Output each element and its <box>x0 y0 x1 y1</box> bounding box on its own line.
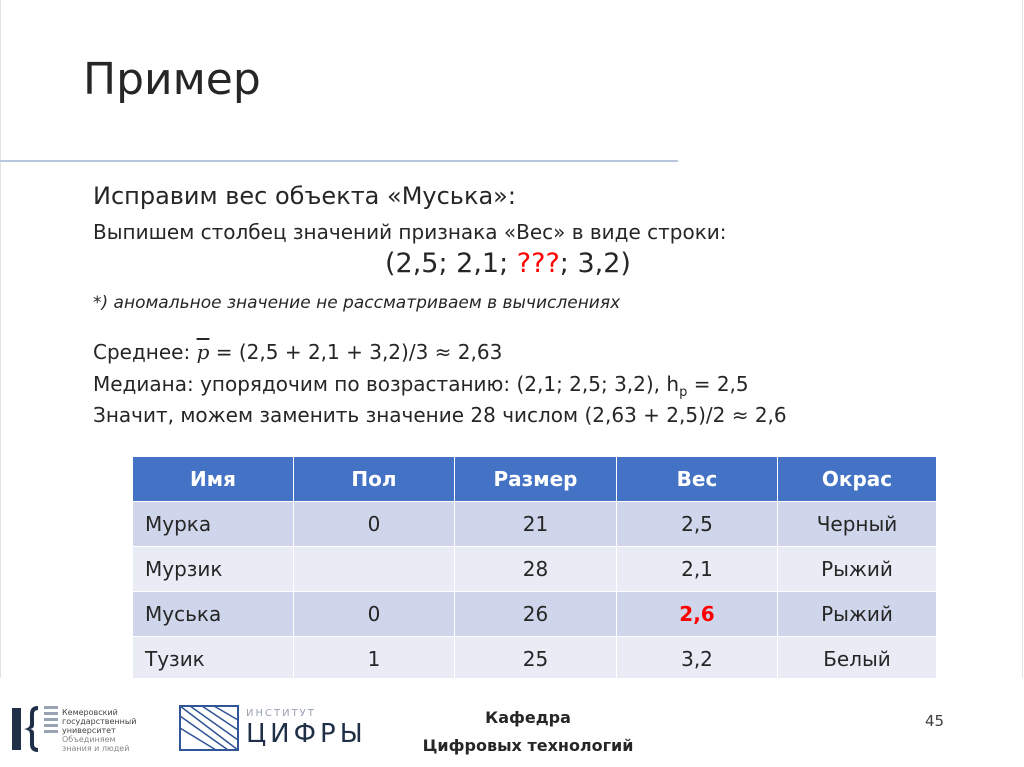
heading: Исправим вес объекта «Муська»: <box>93 182 516 210</box>
table-header-row <box>133 457 937 502</box>
weight-row-unknown: ??? <box>516 248 560 279</box>
cell-sex <box>294 547 455 592</box>
col-header-sex: Пол <box>294 457 455 502</box>
department-line1: Кафедра <box>485 708 571 727</box>
cell-size: 28 <box>455 547 617 592</box>
cell-color: Белый <box>778 637 937 682</box>
slide-title: Пример <box>83 54 261 105</box>
department-line2: Цифровых технологий <box>422 736 634 755</box>
logo-line: государственный <box>62 717 137 726</box>
cell-weight-highlighted: 2,6 <box>617 592 778 637</box>
logo-line: университет <box>62 726 116 735</box>
table-row <box>133 547 937 592</box>
cell-sex: 1 <box>294 637 455 682</box>
slide-border-right <box>1022 0 1023 678</box>
col-header-name: Имя <box>133 457 294 502</box>
title-underline <box>0 160 678 162</box>
slide-border-left <box>0 0 1 678</box>
weight-row-part1: (2,5; 2,1; <box>385 248 517 279</box>
cell-color: Рыжий <box>778 547 937 592</box>
page-number: 45 <box>925 712 945 730</box>
weight-row <box>385 248 631 279</box>
cell-sex: 0 <box>294 502 455 547</box>
cell-weight: 2,1 <box>617 547 778 592</box>
logo-line: Объединяем <box>62 735 116 744</box>
cell-weight: 2,5 <box>617 502 778 547</box>
cats-table <box>132 456 937 682</box>
department-label <box>410 704 646 760</box>
col-header-color: Окрас <box>778 457 937 502</box>
cell-sex: 0 <box>294 592 455 637</box>
institute-logo-big: ЦИФРЫ <box>246 719 367 749</box>
cell-size: 26 <box>455 592 617 637</box>
subheading: Выпишем столбец значений признака «Вес» в виде строки: <box>93 220 727 244</box>
institute-logo-small: ИНСТИТУТ <box>246 708 316 719</box>
col-header-weight: Вес <box>617 457 778 502</box>
cell-name: Мурзик <box>133 547 294 592</box>
weight-row-part2: ; 3,2) <box>559 248 631 279</box>
cell-name: Муська <box>133 592 294 637</box>
conclusion-line: Значит, можем заменить значение 28 числом (2,63 + 2,5)/2 ≈ 2,6 <box>93 403 787 427</box>
median-value: = 2,5 <box>687 372 749 396</box>
cell-name: Мурка <box>133 502 294 547</box>
cell-size: 21 <box>455 502 617 547</box>
anomaly-note: *) аномальное значение не рассматриваем в вычислениях <box>93 293 621 313</box>
median-text: Медиана: упорядочим по возрастанию: (2,1; 2,5; 3,2), h <box>93 372 680 396</box>
mean-formula: = (2,5 + 2,1 + 3,2)/3 ≈ 2,63 <box>209 340 503 364</box>
cell-color: Рыжий <box>778 592 937 637</box>
cell-name: Тузик <box>133 637 294 682</box>
median-subscript: p <box>679 385 688 400</box>
kemsu-logo-text <box>62 708 152 753</box>
cell-weight: 3,2 <box>617 637 778 682</box>
col-header-size: Размер <box>455 457 617 502</box>
table-row <box>133 592 937 637</box>
table-row <box>133 637 937 682</box>
mean-symbol: $\overline{p}$ <box>196 340 210 364</box>
logo-line: Кемеровский <box>62 708 118 717</box>
table-row <box>133 502 937 547</box>
mean-line <box>93 340 502 364</box>
cell-color: Черный <box>778 502 937 547</box>
mean-label: Среднее: <box>93 340 197 364</box>
median-line <box>93 372 749 400</box>
logo-line: знания и людей <box>62 744 130 753</box>
cell-size: 25 <box>455 637 617 682</box>
